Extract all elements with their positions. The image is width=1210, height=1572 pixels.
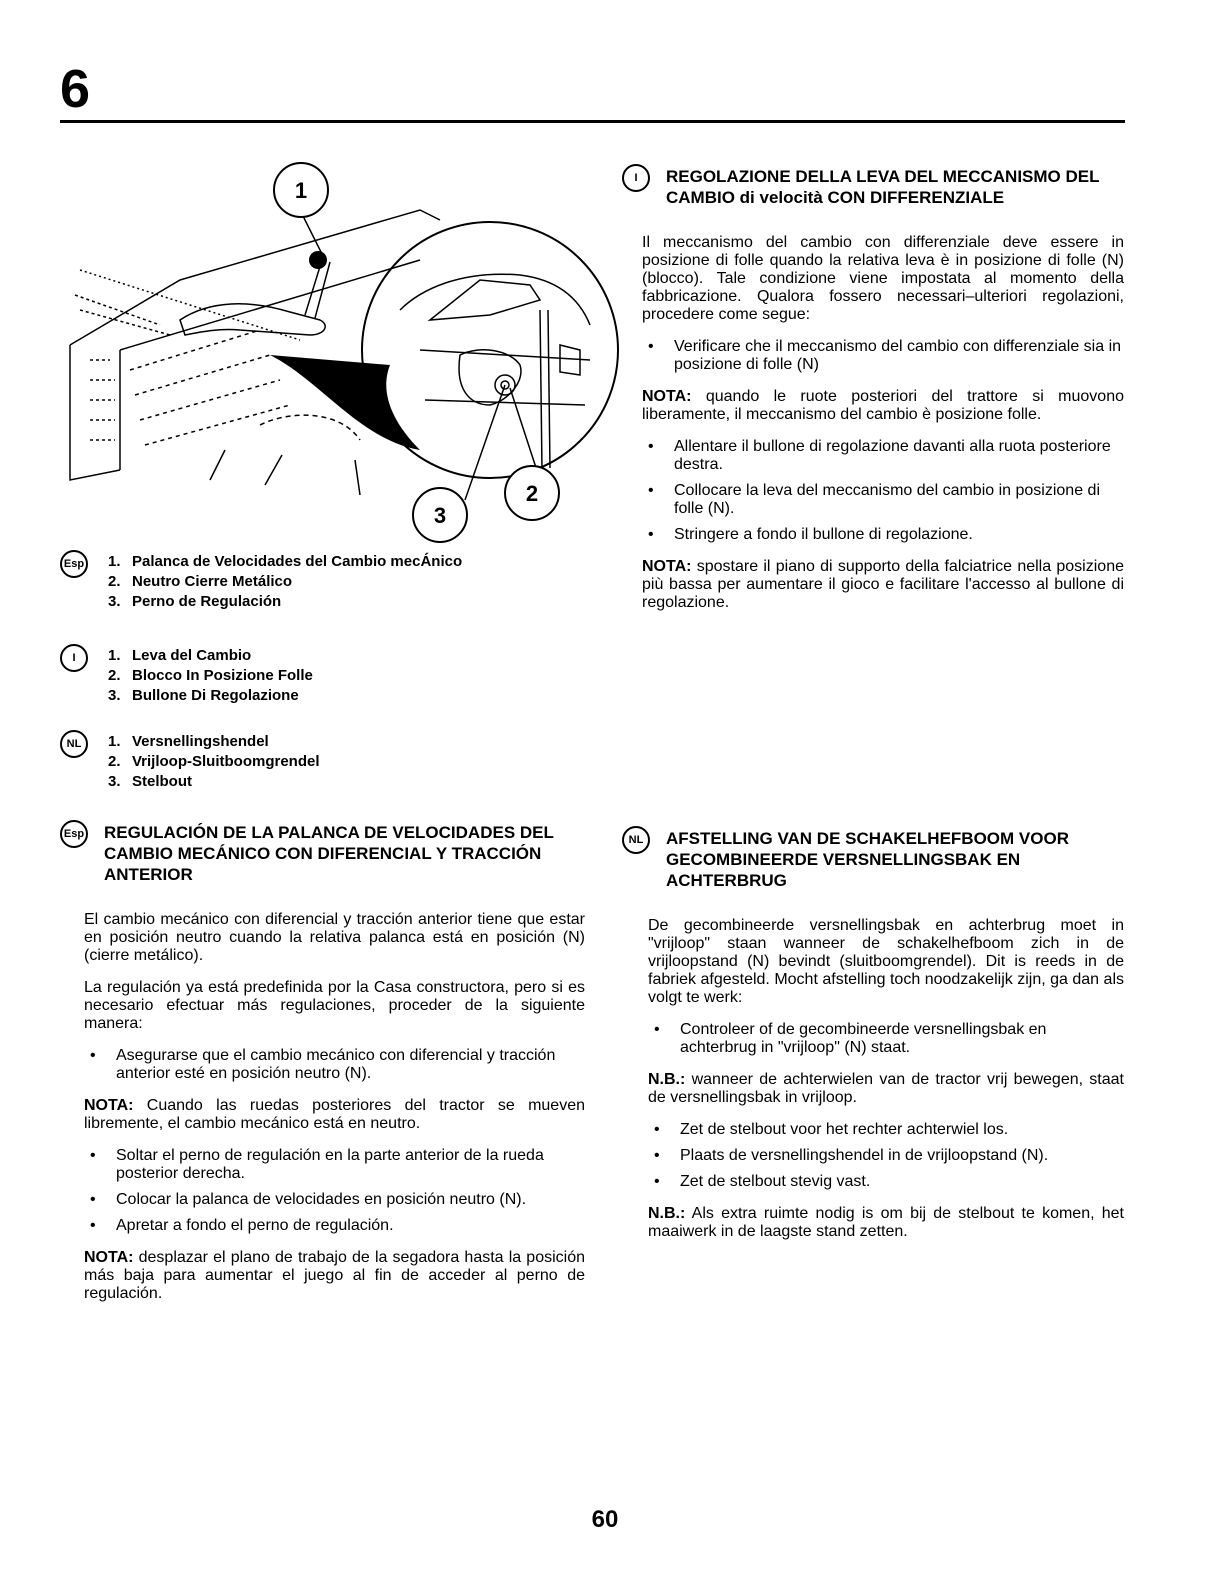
- section-spanish: [60, 822, 585, 1317]
- legend-item: 2. Blocco In Posizione Folle: [108, 667, 313, 684]
- legend-item: 3. Bullone Di Regolazione: [108, 687, 299, 704]
- list-item: • Zet de stelbout stevig vast.: [648, 1173, 1124, 1191]
- callout-2: 2: [525, 481, 539, 506]
- note-paragraph: NOTA: Cuando las ruedas posteriores del tractor se mueven libremente, el cambio mecánico está en neutro.: [84, 1097, 585, 1132]
- note-paragraph: NOTA: desplazar el plano de trabajo de la segadora hasta la posición más baja para aumentar el juego al fin de acceder al perno de regulación.: [84, 1249, 585, 1302]
- legend-item: 2. Vrijloop-Sluitboomgrendel: [108, 753, 320, 770]
- legend-item: 1. Leva del Cambio: [108, 647, 252, 664]
- header-rule: [60, 120, 1125, 123]
- callout-3: 3: [433, 503, 447, 528]
- list-item: • Plaats de versnellingshendel in de vrijloopstand (N).: [648, 1147, 1124, 1165]
- language-badge-esp: Esp: [60, 550, 88, 578]
- section-italian: [622, 166, 1124, 626]
- legend-dutch: [60, 732, 580, 792]
- language-badge-nl: NL: [622, 826, 650, 854]
- section-title: NL AFSTELLING VAN DE SCHAKELHEFBOOM VOOR GECOMBINEERDE VERSNELLINGSBAK EN ACHTERBRUG: [622, 828, 1124, 891]
- callout-1: 1: [294, 178, 308, 203]
- intro-paragraph: Il meccanismo del cambio con differenziale deve essere in posizione di folle quando la relativa leva è in posizione di folle (N) (blocco). Tale condizione viene impostata al momento della fabbricazione. Qualora fossero necessari–ulteriori regolazioni, procedere come segue:: [642, 234, 1124, 323]
- legend-item: 3. Stelbout: [108, 773, 192, 790]
- legend-item: 1. Versnellingshendel: [108, 733, 269, 750]
- list-item: • Colocar la palanca de velocidades en posición neutro (N).: [84, 1191, 585, 1209]
- list-item: • Asegurarse que el cambio mecánico con diferencial y tracción anterior esté en posición neutro (N).: [84, 1047, 585, 1083]
- note-paragraph: NOTA: quando le ruote posteriori del trattore si muovono liberamente, il meccanismo del cambio è posizione folle.: [642, 388, 1124, 423]
- gearshift-lever-illustration: [60, 150, 620, 550]
- section-title: I REGOLAZIONE DELLA LEVA DEL MECCANISMO DEL CAMBIO di velocità CON DIFFERENZIALE: [622, 166, 1124, 208]
- language-badge-i: I: [60, 644, 88, 672]
- list-item: • Stringere a fondo il bullone di regolazione.: [642, 526, 1124, 544]
- intro-paragraph: De gecombineerde versnellingsbak en achterbrug moet in "vrijloop" staan wanneer de schakelhefboom zich in de vrijloopstand (N) bevindt (sluitboomgrendel). Dit is reeds in de fabriek afgesteld. Mocht afstelling toch noodzakelijk zijn, ga dan als volgt te werk:: [648, 917, 1124, 1006]
- language-badge-nl: NL: [60, 730, 88, 758]
- paragraph: La regulación ya está predefinida por la Casa constructora, pero si es necesario efectuar más regulaciones, proceder de la siguiente manera:: [84, 979, 585, 1032]
- list-item: • Zet de stelbout voor het rechter achterwiel los.: [648, 1121, 1124, 1139]
- legend-item: 1. Palanca de Velocidades del Cambio mecÁnico: [108, 553, 463, 570]
- list-item: • Verificare che il meccanismo del cambio con differenziale sia in posizione di folle (N): [642, 338, 1124, 374]
- note-paragraph: NOTA: spostare il piano di supporto della falciatrice nella posizione più bassa per aumentare il gioco e facilitare l'accesso al bullone di regolazione.: [642, 558, 1124, 611]
- section-title: Esp REGULACIÓN DE LA PALANCA DE VELOCIDADES DEL CAMBIO MECÁNICO CON DIFERENCIAL Y TRACCIÓN ANTERIOR: [60, 822, 585, 885]
- list-item: • Controleer of de gecombineerde versnellingsbak en achterbrug in "vrijloop" (N) staat.: [648, 1021, 1124, 1057]
- legend-spanish: [60, 552, 580, 612]
- chapter-number: 6: [60, 59, 91, 119]
- section-dutch: [622, 828, 1124, 1255]
- list-item: • Soltar el perno de regulación en la parte anterior de la rueda posterior derecha.: [84, 1147, 585, 1183]
- note-paragraph: N.B.: Als extra ruimte nodig is om bij de stelbout te komen, het maaiwerk in de laagste stand zetten.: [648, 1205, 1124, 1240]
- list-item: • Allentare il bullone di regolazione davanti alla ruota posteriore destra.: [642, 438, 1124, 474]
- page-number: 60: [591, 1506, 619, 1533]
- legend-italian: [60, 646, 580, 706]
- legend-item: 3. Perno de Regulación: [108, 593, 282, 610]
- legend-item: 2. Neutro Cierre Metálico: [108, 573, 293, 590]
- language-badge-i: I: [622, 164, 650, 192]
- list-item: • Collocare la leva del meccanismo del cambio in posizione di folle (N).: [642, 482, 1124, 518]
- paragraph: El cambio mecánico con diferencial y tracción anterior tiene que estar en posición neutro cuando la relativa palanca está en posición (N) (cierre metálico).: [84, 911, 585, 964]
- list-item: • Apretar a fondo el perno de regulación.: [84, 1217, 585, 1235]
- note-paragraph: N.B.: wanneer de achterwielen van de tractor vrij bewegen, staat de versnellingsbak in vrijloop.: [648, 1071, 1124, 1106]
- language-badge-esp: Esp: [60, 820, 88, 848]
